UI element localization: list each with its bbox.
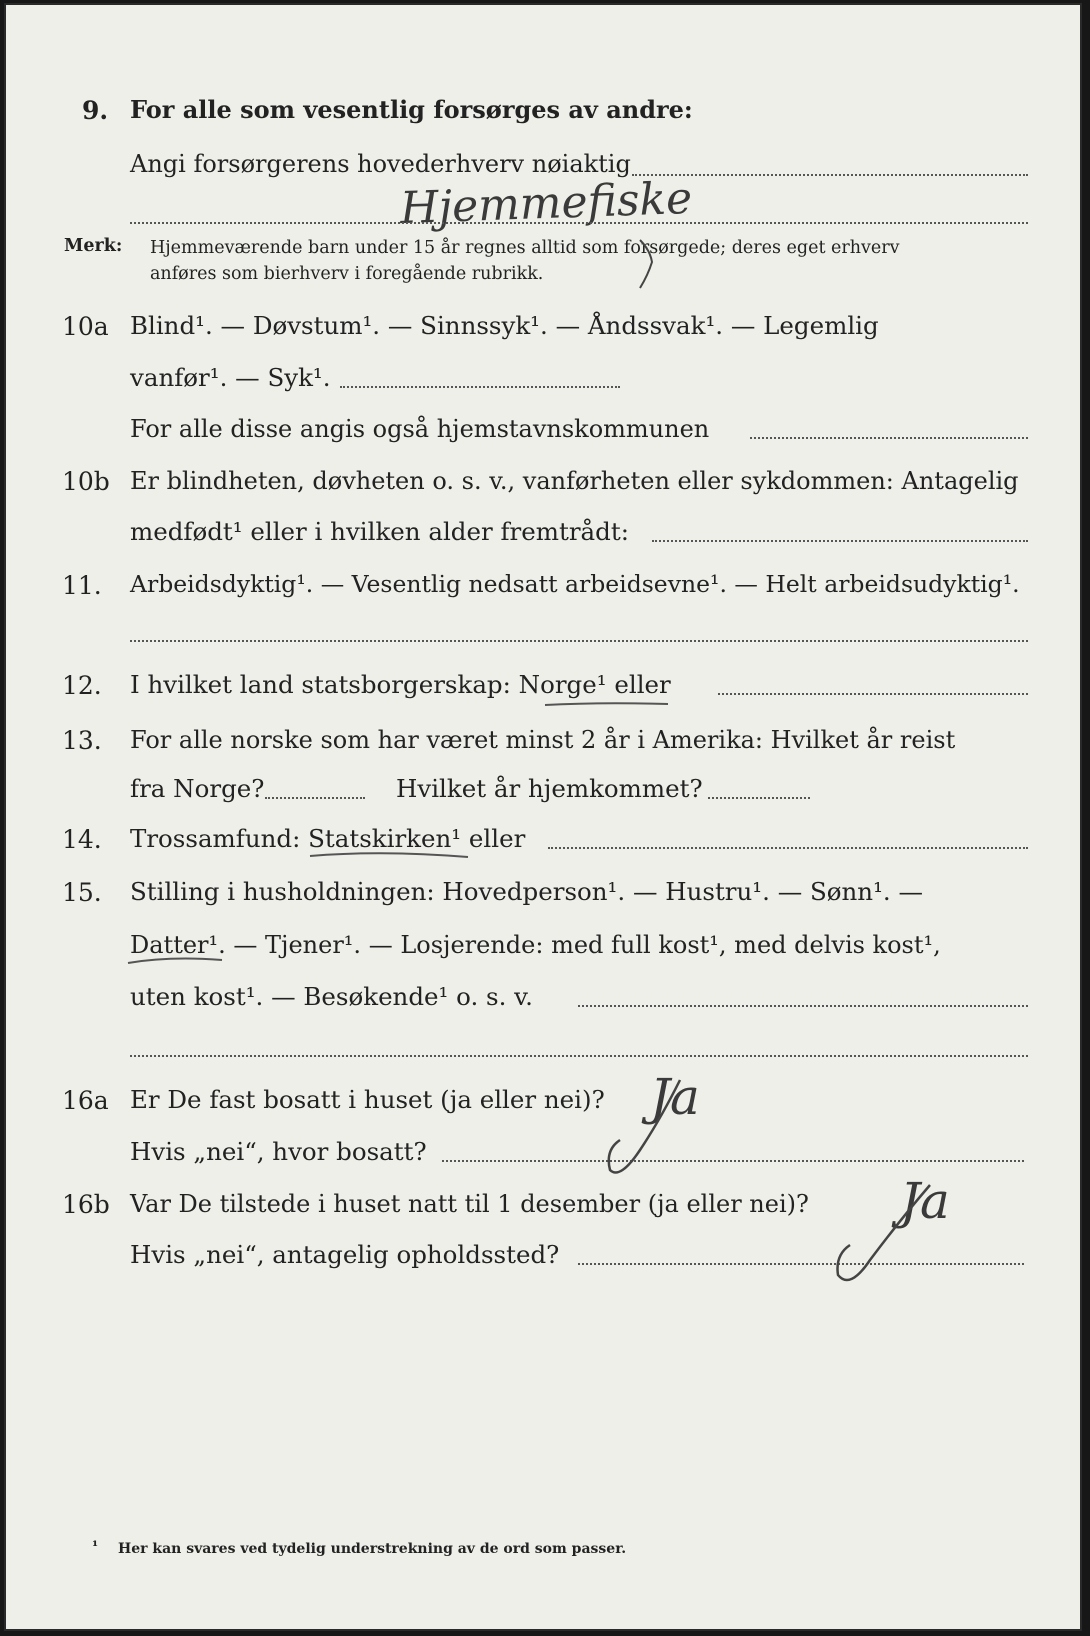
statskirken-underline: [310, 853, 468, 857]
q13-line-2a: fra Norge?: [130, 774, 265, 803]
q11-line-1: Arbeidsdyktig¹. — Vesentlig nedsatt arbeidsevne¹. — Helt arbeidsudyktig¹.: [130, 570, 1020, 598]
q16a-line-1: Er De fast bosatt i huset (ja eller nei)?: [130, 1085, 605, 1114]
q10a-kommune-line: [750, 437, 1028, 439]
q10a-line-1: Blind¹. — Døvstum¹. — Sinnssyk¹. — Åndssvak¹. — Legemlig: [130, 311, 879, 340]
q11-answer-line: [130, 640, 1028, 642]
q16b-handwritten-answer: Ja: [900, 1172, 950, 1230]
q13-line-2b: Hvilket år hjemkommet?: [396, 774, 703, 803]
q9-answer-line: [130, 222, 1028, 224]
q15-extra-line: [130, 1055, 1028, 1057]
merk-label: Merk:: [64, 236, 123, 256]
q10a-number: 10a: [62, 312, 109, 341]
q15-line-3: uten kost¹. — Besøkende¹ o. s. v.: [130, 982, 533, 1011]
q10b-alder-line: [652, 540, 1028, 542]
q16b-line-1: Var De tilstede i huset natt til 1 desember (ja eller nei)?: [130, 1190, 809, 1218]
merk-line-2: anføres som bierhverv i foregående rubrikk.: [150, 264, 544, 284]
q13-reist-line: [265, 797, 365, 799]
q13-number: 13.: [62, 726, 102, 755]
footnote-mark: ¹: [92, 1539, 99, 1555]
q9-handwritten-answer: Hjemmefiske: [399, 172, 693, 235]
merk-line-1: Hjemmeværende barn under 15 år regnes alltid som forsørgede; deres eget erhverv: [150, 238, 900, 258]
q9-number: 9.: [82, 96, 109, 125]
q12-number: 12.: [62, 671, 102, 700]
q12-line-1: I hvilket land statsborgerskap: Norge¹ eller: [130, 670, 671, 699]
q16b-opholdssted-line: [578, 1263, 1024, 1265]
footnote-text: Her kan svares ved tydelig understrekning av de ord som passer.: [118, 1541, 627, 1557]
q10b-line-2: medfødt¹ eller i hvilken alder fremtrådt:: [130, 517, 629, 546]
q10a-line-2: vanfør¹. — Syk¹.: [130, 363, 331, 392]
datter-underline: [128, 959, 222, 963]
q11-number: 11.: [62, 571, 102, 600]
q16b-number: 16b: [62, 1190, 110, 1219]
q15-number: 15.: [62, 878, 102, 907]
q10b-line-1: Er blindheten, døvheten o. s. v., vanførheten eller sykdommen: Antagelig: [130, 467, 1019, 495]
q13-line-1: For alle norske som har været minst 2 år i Amerika: Hvilket år reist: [130, 726, 956, 754]
q14-number: 14.: [62, 825, 102, 854]
q15-line-1: Stilling i husholdningen: Hovedperson¹. — Hustru¹. — Sønn¹. —: [130, 877, 923, 906]
q16a-bosatt-line: [442, 1160, 1024, 1162]
q16b-line-2: Hvis „nei“, antagelig opholdssted?: [130, 1240, 560, 1269]
norge-underline: [545, 703, 668, 705]
q16a-line-2: Hvis „nei“, hvor bosatt?: [130, 1137, 427, 1166]
q9-prompt: Angi forsørgerens hovederhverv nøiaktig: [130, 150, 631, 178]
q13-hjemkommet-line: [708, 797, 810, 799]
q14-line-1: Trossamfund: Statskirken¹ eller: [130, 824, 526, 853]
q10a-line-3: For alle disse angis også hjemstavnskommunen: [130, 415, 710, 443]
q10a-syk-line: [340, 386, 620, 388]
q15-answer-line: [578, 1005, 1028, 1007]
q14-answer-line: [548, 847, 1028, 849]
q9-prompt-line: [632, 174, 1028, 176]
q12-answer-line: [718, 693, 1028, 695]
q15-line-2: Datter¹. — Tjener¹. — Losjerende: med full kost¹, med delvis kost¹,: [130, 931, 941, 959]
q9-heading: For alle som vesentlig forsørges av andre:: [130, 95, 693, 124]
q10b-number: 10b: [62, 467, 110, 496]
q16a-handwritten-answer: Ja: [650, 1068, 700, 1126]
q16a-number: 16a: [62, 1086, 109, 1115]
